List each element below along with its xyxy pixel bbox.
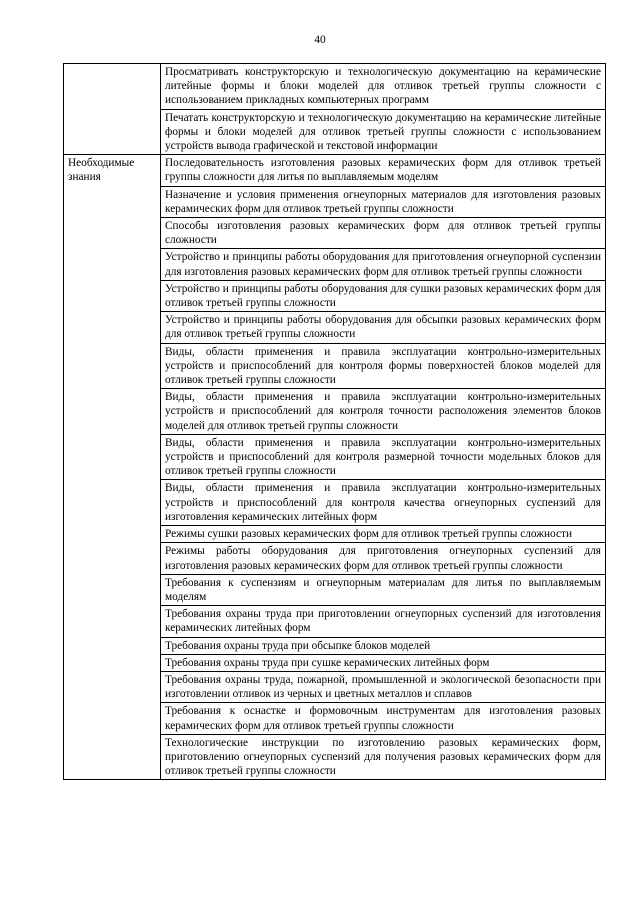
knowledge-item: Виды, области применения и правила эксплуатации контрольно-измерительных устройств и приспособлений для контроля формы поверхностей блоков моделей для отливок третьей группы сложности	[161, 343, 606, 389]
knowledge-item: Устройство и принципы работы оборудования для обсыпки разовых керамических форм для отливок третьей группы сложности	[161, 312, 606, 343]
knowledge-item: Последовательность изготовления разовых керамических форм для отливок третьей группы сложности для литья по выплавляемым моделям	[161, 155, 606, 186]
knowledge-item: Устройство и принципы работы оборудования для сушки разовых керамических форм для отливок третьей группы сложности	[161, 280, 606, 311]
skill-item: Печатать конструкторскую и технологическую документацию на керамические литейные формы и блоки моделей для отливок третьей группы сложности с использованием устройств вывода графической и текстовой информации	[161, 109, 606, 155]
skill-item: Просматривать конструкторскую и технологическую документацию на керамические литейные формы и блоки моделей для отливок третьей группы сложности с использованием прикладных компьютерных программ	[161, 64, 606, 110]
knowledge-item: Требования охраны труда при обсыпке блоков моделей	[161, 637, 606, 654]
knowledge-item: Требования охраны труда при приготовлении огнеупорных суспензий для изготовления керамических литейных форм	[161, 606, 606, 637]
knowledge-item: Требования охраны труда, пожарной, промышленной и экологической безопасности при изготовлении отливок из черных и цветных металлов и сплавов	[161, 671, 606, 702]
knowledge-item: Режимы сушки разовых керамических форм для отливок третьей группы сложности	[161, 526, 606, 543]
knowledge-item: Требования к суспензиям и огнеупорным материалам для литья по выплавляемым моделям	[161, 574, 606, 605]
knowledge-item: Требования охраны труда при сушке керамических литейных форм	[161, 654, 606, 671]
knowledge-item: Технологические инструкции по изготовлению разовых керамических форм, приготовлению огнеупорных суспензий для получения разовых керамических форм для отливок третьей группы сложности	[161, 734, 606, 780]
knowledge-item: Виды, области применения и правила эксплуатации контрольно-измерительных устройств и приспособлений для контроля размерной точности модельных блоков для отливок третьей группы сложности	[161, 434, 606, 480]
knowledge-item: Требования к оснастке и формовочным инструментам для изготовления разовых керамических форм для отливок третьей группы сложности	[161, 703, 606, 734]
table-row	[64, 155, 606, 186]
table-row	[64, 109, 606, 155]
table-row	[64, 64, 606, 110]
requirements-table	[63, 63, 606, 780]
knowledge-item: Виды, области применения и правила эксплуатации контрольно-измерительных устройств и приспособлений для контроля точности расположения элементов блоков моделей для отливок третьей группы сложности	[161, 389, 606, 435]
knowledge-label: Необходимые знания	[64, 155, 161, 780]
skills-label-cell	[64, 109, 161, 155]
knowledge-item: Режимы работы оборудования для приготовления огнеупорных суспензий для изготовления разовых керамических форм для отливок третьей группы сложности	[161, 543, 606, 574]
skills-label-cell	[64, 64, 161, 110]
knowledge-item: Виды, области применения и правила эксплуатации контрольно-измерительных устройств и приспособлений для контроля качества огнеупорных суспензий для изготовления керамических литейных форм	[161, 480, 606, 526]
knowledge-item: Назначение и условия применения огнеупорных материалов для изготовления разовых керамических форм для отливок третьей группы сложности	[161, 186, 606, 217]
knowledge-item: Устройство и принципы работы оборудования для приготовления огнеупорной суспензии для изготовления разовых керамических форм для отливок третьей группы сложности	[161, 249, 606, 280]
page-number: 40	[314, 34, 326, 46]
knowledge-item: Способы изготовления разовых керамических форм для отливок третьей группы сложности	[161, 218, 606, 249]
